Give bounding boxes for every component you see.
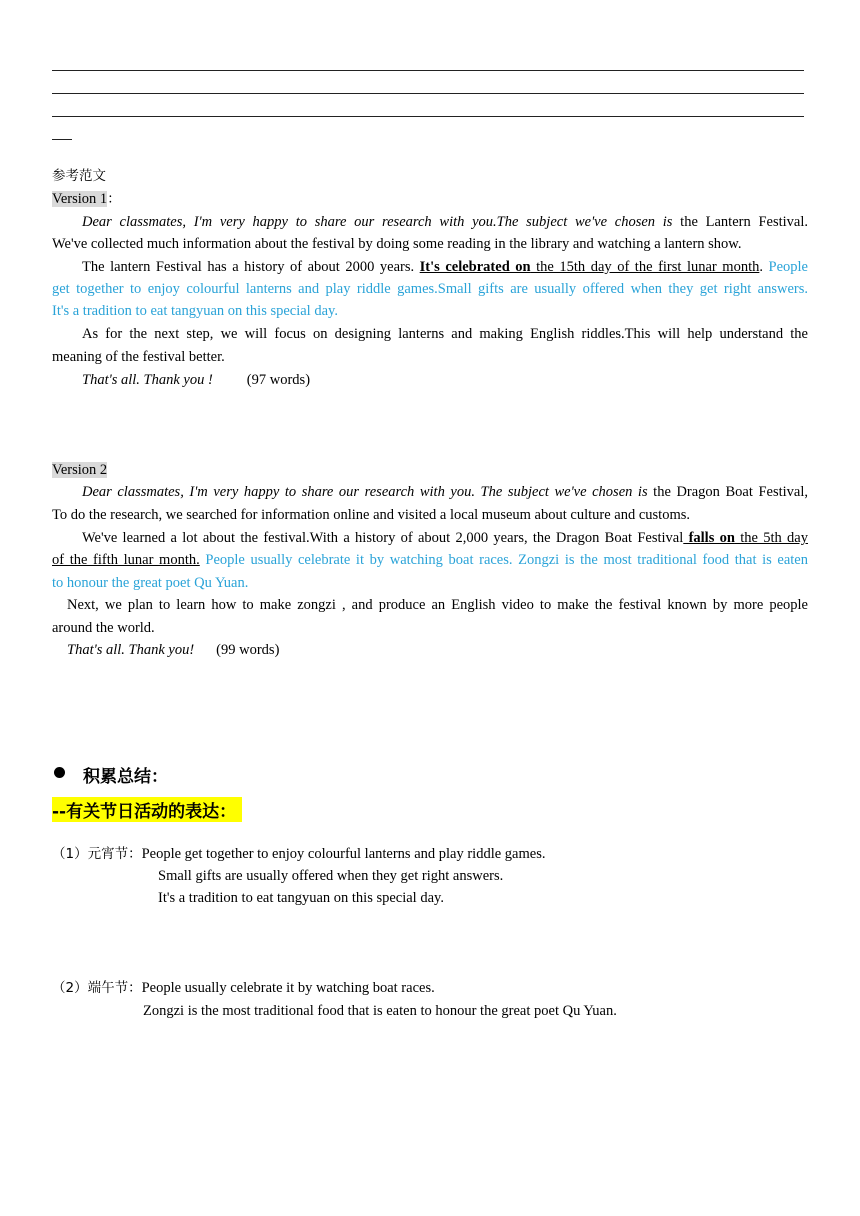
v2-para1-line1	[52, 481, 808, 503]
v2-para2-line3: to honour the great poet Qu Yuan.	[52, 575, 249, 591]
v1-para1-italic: Dear classmates, I'm very happy to share our research with you.The subject we've chosen is	[82, 214, 673, 230]
v1-para2-bold: It's celebrated on	[419, 259, 531, 275]
v1-word-count: (97 words)	[246, 372, 311, 388]
v1-para2-blue: People	[768, 259, 808, 275]
v2-para2-underline: the 5th day	[734, 530, 808, 546]
v2-para2-line1	[52, 527, 808, 549]
v1-para3-line2: meaning of the festival better.	[52, 349, 225, 365]
v2-word-count: (99 words)	[216, 642, 280, 658]
v1-para2-underline: the 15th day of the first lunar month	[530, 259, 760, 275]
version1-label-colon: ：	[107, 191, 121, 207]
item1-line3: It's a tradition to eat tangyuan on this special day.	[158, 890, 444, 906]
v2-closing: That's all. Thank you!	[67, 642, 195, 658]
blank-line	[52, 93, 804, 94]
v1-para3-line1: As for the next step, we will focus on designing lanterns and making English riddles.This will help understand the	[82, 326, 808, 342]
blank-line	[52, 139, 72, 140]
v1-para2-line1	[52, 256, 808, 278]
summary-item1	[52, 843, 808, 865]
v1-closing: That's all. Thank you !	[82, 372, 213, 388]
v1-para1-line2: We've collected much information about the festival by doing some reading in the library and watching a lantern show.	[52, 236, 742, 252]
v2-para2-line2-blue: People usually celebrate it by watching boat races. Zongzi is the most traditional food that is eaten	[199, 552, 808, 568]
item1-line1: People get together to enjoy colourful lanterns and play riddle games.	[141, 846, 546, 862]
v2-para2-line2	[52, 549, 808, 571]
v2-para2-bold: falls on	[683, 530, 735, 546]
v1-para2-dot: .	[759, 259, 769, 275]
v1-blue-line3: It's a tradition to eat tangyuan on this special day.	[52, 303, 338, 319]
v1-para1-rest: the Lantern Festival.	[672, 214, 808, 230]
v2-para2-line2-underline: of the fifth lunar month.	[52, 552, 200, 568]
summary-subheading: --有关节日活动的表达：	[52, 797, 242, 822]
v2-para1-italic: Dear classmates, I'm very happy to share our research with you. The subject we've chosen is	[82, 484, 648, 500]
item2-label: （2）端午节：	[52, 980, 142, 996]
v2-para1-rest: the Dragon Boat Festival,	[647, 484, 808, 500]
v1-closing-line	[82, 369, 838, 391]
summary-heading: 积累总结：	[83, 767, 168, 787]
v2-para3-line1: Next, we plan to learn how to make zongzi , and produce an English video to make the festival known by more people	[67, 597, 808, 613]
summary-item2	[52, 977, 808, 999]
version2-label: Version 2	[52, 462, 108, 478]
v2-closing-line	[67, 639, 823, 661]
item2-line2: Zongzi is the most traditional food that is eaten to honour the great poet Qu Yuan.	[143, 1003, 617, 1019]
bullet-icon	[54, 767, 65, 778]
v2-para3-line2: around the world.	[52, 620, 155, 636]
v1-para1-line1	[52, 211, 808, 233]
version1-label-line	[52, 188, 808, 210]
v2-para2-start: We've learned a lot about the festival.With a history of about 2,000 years, the Dragon Boat Festival	[82, 530, 684, 546]
blank-line	[52, 70, 804, 71]
v2-para1-line2: To do the research, we searched for information online and visited a local museum about culture and customs.	[52, 507, 690, 523]
version1-label: Version 1	[52, 191, 108, 207]
blank-line	[52, 116, 804, 117]
v1-para2-start: The lantern Festival has a history of about 2000 years.	[82, 259, 420, 275]
reference-essay-title: 参考范文	[52, 168, 106, 184]
item2-line1: People usually celebrate it by watching boat races.	[141, 980, 435, 996]
item1-line2: Small gifts are usually offered when they get right answers.	[158, 868, 504, 884]
version2-label-line	[52, 459, 808, 481]
v1-blue-line2: get together to enjoy colourful lanterns and play riddle games.Small gifts are usually offered when they get right answers.	[52, 281, 808, 297]
item1-label: （1）元宵节：	[52, 846, 142, 862]
